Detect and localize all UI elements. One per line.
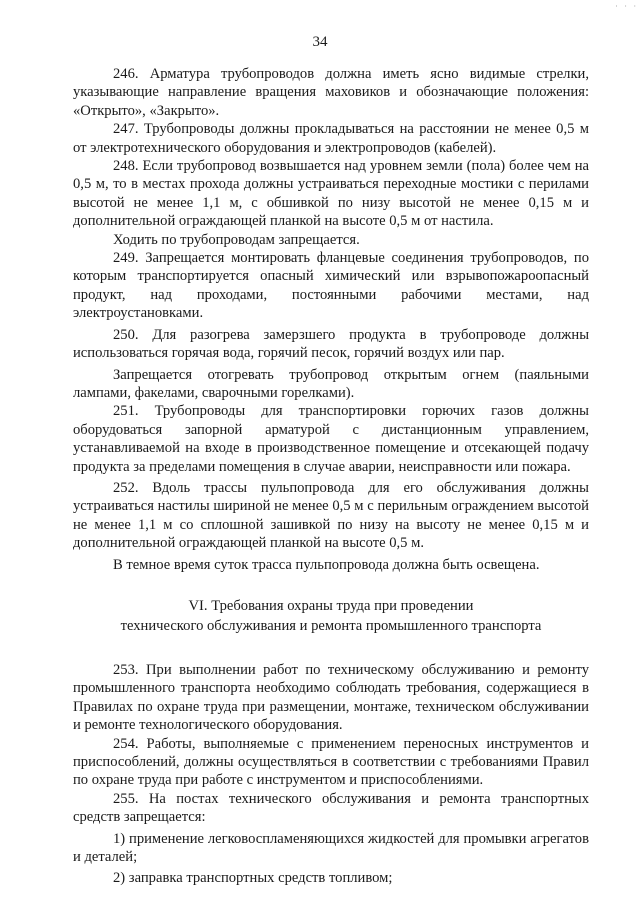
paragraph-250-note: Запрещается отогревать трубопровод открытым огнем (паяльными лампами, факелами, сварочными горелками). [73, 366, 589, 401]
paragraph-249: 249. Запрещается монтировать фланцевые соединения трубопроводов, по которым транспортируется опасный химический или взрывопожароопасный продукт, над проходами, постоянными рабочими местами, над электроустановками. [73, 250, 589, 322]
paragraph-248: 248. Если трубопровод возвышается над уровнем земли (пола) более чем на 0,5 м, то в местах прохода должны устраиваться переходные мостики с перилами высотой не менее 1,1 м, с обшивкой по низу высотой не менее 0,15 м и дополнительной ограждающей планкой на высоте 0,5 м от настила. [73, 158, 589, 230]
section-heading [73, 596, 589, 636]
section-heading-line-1: VI. Требования охраны труда при проведении [188, 597, 474, 614]
paragraph-250: 250. Для разогрева замерзшего продукта в трубопроводе должны использоваться горячая вода, горячий песок, горячий воздух или пар. [73, 326, 589, 362]
paragraph-255: 255. На постах технического обслуживания и ремонта транспортных средств запрещается: [73, 790, 589, 826]
corner-mark: · · · [615, 2, 638, 11]
paragraph-253: 253. При выполнении работ по техническому обслуживанию и ремонту промышленного транспорта необходимо соблюдать требования, содержащиеся в Правилах по охране труда при размещении, монтаже, техническом обслуживании и ремонте технологического оборудования. [73, 661, 589, 734]
paragraph-254: 254. Работы, выполняемые с применением переносных инструментов и приспособлений, должны осуществляться в соответствии с требованиями Правил по охране труда при работе с инструментом и приспособлениями. [73, 735, 589, 789]
paragraph-252: 252. Вдоль трассы пульпопровода для его обслуживания должны устраиваться настилы шириной не менее 0,5 м с перильным ограждением высотой не менее 1,1 м со сплошной зашивкой по низу на высоту не менее 0,15 м и дополнительной ограждающей планкой на высоте 0,5 м. [73, 479, 589, 552]
document-body [73, 65, 589, 888]
page-number: 34 [312, 34, 328, 50]
paragraph-248-note: Ходить по трубопроводам запрещается. [113, 231, 360, 248]
paragraph-252-note: В темное время суток трасса пульпопровода должна быть освещена. [113, 556, 540, 573]
section-heading-line-2: технического обслуживания и ремонта промышленного транспорта [120, 617, 542, 634]
paragraph-251: 251. Трубопроводы для транспортировки горючих газов должны оборудоваться запорной арматурой с дистанционным управлением, устанавливаемой на входе в производственное помещение и отсекающей подачу продукта за пределами помещения в случае аварии, неисправности или пожара. [73, 403, 589, 475]
list-item-2: 2) заправка транспортных средств топливом; [113, 870, 393, 887]
paragraph-247: 247. Трубопроводы должны прокладываться на расстоянии не менее 0,5 м от электротехнического оборудования и электропроводов (кабелей). [73, 121, 589, 156]
paragraph-246: 246. Арматура трубопроводов должна иметь ясно видимые стрелки, указывающие направление вращения маховиков и обозначающие положения: «Открыто», «Закрыто». [73, 66, 589, 119]
list-item-1: 1) применение легковоспламеняющихся жидкостей для промывки агрегатов и деталей; [73, 830, 589, 866]
